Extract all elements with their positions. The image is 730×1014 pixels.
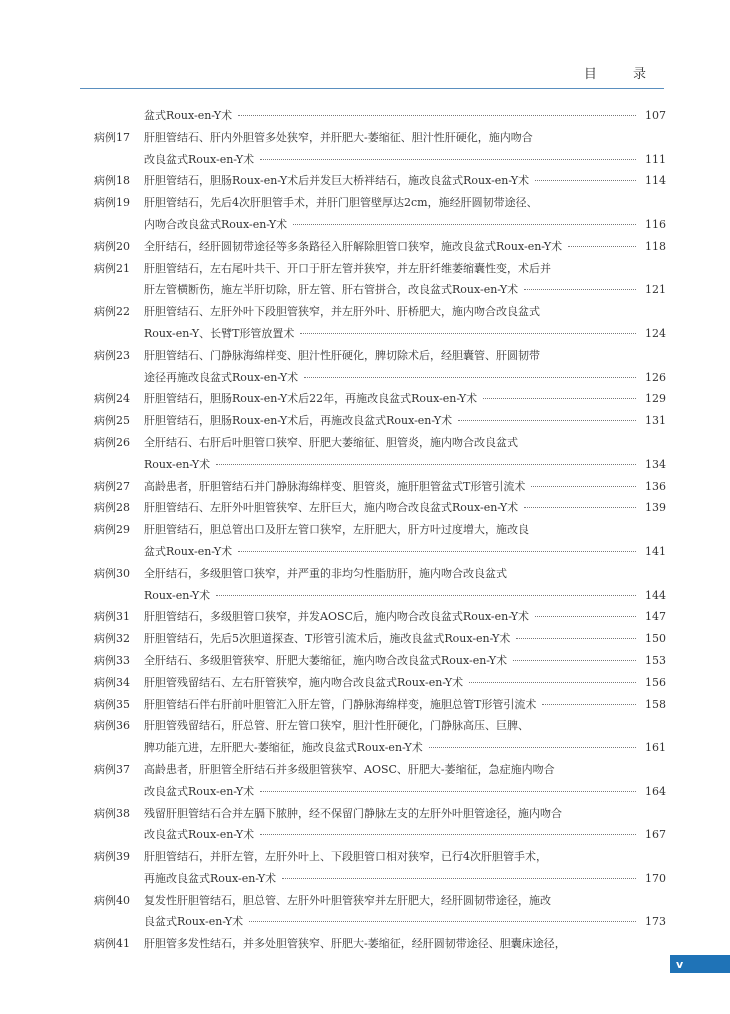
entry-title: 改良盆式Roux-en-Y术 xyxy=(144,784,255,798)
entry-title: 肝胆管结石，胆肠Roux-en-Y术后，再施改良盆式Roux-en-Y术 xyxy=(144,414,453,428)
entry-body xyxy=(144,715,666,759)
entry-body xyxy=(144,127,666,171)
entry-body xyxy=(144,650,666,672)
entry-line xyxy=(144,781,666,803)
page-number: 147 xyxy=(645,610,666,624)
case-number: 病例33 xyxy=(94,653,130,667)
page-number: 107 xyxy=(645,109,666,122)
toc-entry[interactable] xyxy=(94,345,666,389)
entry-body xyxy=(144,170,666,192)
case-number: 病例41 xyxy=(94,937,130,951)
entry-line xyxy=(144,628,666,650)
dot-leader xyxy=(524,289,636,290)
entry-title: 肝胆管结石、门静脉海绵样变、胆汁性肝硬化，脾切除术后，经胆囊管、肝圆韧带 xyxy=(144,348,540,362)
case-number xyxy=(94,105,144,127)
entry-line xyxy=(144,933,666,955)
entry-line xyxy=(144,672,666,694)
entry-line xyxy=(144,323,666,345)
entry-body xyxy=(144,694,666,716)
entry-title: 全肝结石、右肝后叶胆管口狭窄、肝肥大萎缩征、胆管炎，施内吻合改良盆式 xyxy=(144,435,518,449)
case-number: 病例22 xyxy=(94,305,130,319)
entry-title: 再施改良盆式Roux-en-Y术 xyxy=(144,871,277,885)
entry-body xyxy=(144,432,666,476)
entry-body xyxy=(144,890,666,934)
entry-title: 盆式Roux-en-Y术 xyxy=(144,544,233,558)
toc-entry[interactable] xyxy=(94,105,666,127)
toc-entry[interactable] xyxy=(94,301,666,345)
entry-line xyxy=(144,824,666,846)
entry-title: 肝胆管残留结石、左右肝管狭窄，施内吻合改良盆式Roux-en-Y术 xyxy=(144,675,464,689)
case-number: 病例38 xyxy=(94,806,130,820)
page-number: 170 xyxy=(645,871,666,885)
dot-leader xyxy=(293,224,636,225)
case-number: 病例31 xyxy=(94,610,130,624)
entry-line xyxy=(144,585,666,607)
dot-leader xyxy=(568,246,636,247)
entry-line xyxy=(144,868,666,890)
dot-leader xyxy=(249,921,636,922)
entry-body xyxy=(144,258,666,302)
page-number: 114 xyxy=(645,174,666,188)
table-of-contents xyxy=(94,105,666,955)
toc-entry[interactable] xyxy=(94,650,666,672)
entry-body xyxy=(144,497,666,519)
entry-title: 盆式Roux-en-Y术 xyxy=(144,109,233,122)
dot-leader xyxy=(260,834,636,835)
dot-leader xyxy=(516,638,636,639)
entry-body xyxy=(144,846,666,890)
entry-line xyxy=(144,803,666,825)
entry-line xyxy=(144,388,666,410)
entry-title: 肝胆管结石、左肝外叶下段胆管狭窄，并左肝外叶、肝桥肥大，施内吻合改良盆式 xyxy=(144,305,540,319)
case-number: 病例24 xyxy=(94,392,130,406)
case-number: 病例36 xyxy=(94,719,130,733)
dot-leader xyxy=(216,595,636,596)
entry-line xyxy=(144,192,666,214)
entry-line xyxy=(144,759,666,781)
entry-line xyxy=(144,563,666,585)
entry-title: 改良盆式Roux-en-Y术 xyxy=(144,152,255,166)
entry-title: 肝胆管结石，先后5次胆道探查、T形管引流术后，施改良盆式Roux-en-Y术 xyxy=(144,632,511,646)
entry-title: 内吻合改良盆式Roux-en-Y术 xyxy=(144,217,288,231)
entry-title: 全肝结石、多级胆管狭窄、肝肥大萎缩征，施内吻合改良盆式Roux-en-Y术 xyxy=(144,653,508,667)
toc-entry[interactable] xyxy=(94,519,666,563)
entry-title: Roux-en-Y术 xyxy=(144,457,211,471)
entry-title: 高龄患者，肝胆管全肝结石并多级胆管狭窄、AOSC、肝肥大-萎缩征，急症施内吻合 xyxy=(144,762,555,776)
entry-line xyxy=(144,497,666,519)
entry-body xyxy=(144,105,666,127)
toc-entry[interactable] xyxy=(94,715,666,759)
toc-entry[interactable] xyxy=(94,410,666,432)
entry-title: 高龄患者，肝胆管结石并门静脉海绵样变、胆管炎，施肝胆管盆式T形管引流术 xyxy=(144,479,526,493)
toc-entry[interactable] xyxy=(94,258,666,302)
case-number: 病例34 xyxy=(94,675,130,689)
entry-body xyxy=(144,410,666,432)
page-number: 124 xyxy=(645,326,666,340)
dot-leader xyxy=(429,747,636,748)
toc-entry[interactable] xyxy=(94,628,666,650)
toc-entry[interactable] xyxy=(94,170,666,192)
page-number: 126 xyxy=(645,370,666,384)
entry-line xyxy=(144,694,666,716)
dot-leader xyxy=(531,486,636,487)
entry-body xyxy=(144,192,666,236)
entry-title: 全肝结石，多级胆管口狭窄，并严重的非均匀性脂肪肝，施内吻合改良盆式 xyxy=(144,566,507,580)
entry-title: 肝左管横断伤，施左半肝切除，肝左管、肝右管拼合，改良盆式Roux-en-Y术 xyxy=(144,283,519,297)
entry-body xyxy=(144,759,666,803)
case-number: 病例37 xyxy=(94,762,130,776)
toc-entry[interactable] xyxy=(94,497,666,519)
dot-leader xyxy=(300,333,636,334)
entry-body xyxy=(144,388,666,410)
toc-entry[interactable] xyxy=(94,388,666,410)
case-number: 病例30 xyxy=(94,566,130,580)
case-number: 病例40 xyxy=(94,893,130,907)
entry-line xyxy=(144,476,666,498)
toc-entry[interactable] xyxy=(94,127,666,171)
entry-line xyxy=(144,650,666,672)
dot-leader xyxy=(483,398,636,399)
case-number: 病例27 xyxy=(94,479,130,493)
entry-title: 全肝结石，经肝圆韧带途径等多条路径入肝解除胆管口狭窄，施改良盆式Roux-en-Y术 xyxy=(144,239,563,253)
case-number: 病例29 xyxy=(94,523,130,537)
dot-leader xyxy=(535,180,636,181)
toc-entry[interactable] xyxy=(94,933,666,955)
page-number: 139 xyxy=(645,501,666,515)
entry-line xyxy=(144,105,666,127)
page-number: 129 xyxy=(645,392,666,406)
entry-body xyxy=(144,519,666,563)
case-number: 病例32 xyxy=(94,632,130,646)
toc-entry[interactable] xyxy=(94,694,666,716)
case-number: 病例25 xyxy=(94,414,130,428)
case-number: 病例28 xyxy=(94,501,130,515)
entry-body xyxy=(144,628,666,650)
entry-line xyxy=(144,737,666,759)
entry-body xyxy=(144,672,666,694)
entry-title: 途径再施改良盆式Roux-en-Y术 xyxy=(144,370,299,384)
toc-entry[interactable] xyxy=(94,672,666,694)
entry-title: Roux-en-Y术 xyxy=(144,588,211,602)
entry-title: 肝胆管结石伴右肝前叶胆管汇入肝左管，门静脉海绵样变，施胆总管T形管引流术 xyxy=(144,697,537,711)
page-number: 121 xyxy=(645,283,666,297)
entry-title: 肝胆管结石，胆肠Roux-en-Y术后并发巨大桥袢结石，施改良盆式Roux-en-Y术 xyxy=(144,174,530,188)
page-number: v xyxy=(676,957,684,971)
entry-title: 肝胆管多发性结石，并多处胆管狭窄、肝肥大-萎缩征，经肝圆韧带途径、胆囊床途径， xyxy=(144,937,566,951)
entry-title: 复发性肝胆管结石，胆总管、左肝外叶胆管狭窄并左肝肥大，经肝圆韧带途径，施改 xyxy=(144,893,551,907)
page-number: 158 xyxy=(645,697,666,711)
case-number: 病例23 xyxy=(94,348,130,362)
page-number: 173 xyxy=(645,915,666,929)
page-number: 111 xyxy=(645,152,666,166)
entry-body xyxy=(144,301,666,345)
dot-leader xyxy=(216,464,636,465)
page-title: 目 录 xyxy=(583,67,662,82)
case-number: 病例18 xyxy=(94,174,130,188)
case-number: 病例20 xyxy=(94,239,130,253)
toc-entry[interactable] xyxy=(94,192,666,236)
entry-body xyxy=(144,345,666,389)
dot-leader xyxy=(542,704,636,705)
entry-line xyxy=(144,345,666,367)
case-number: 病例39 xyxy=(94,850,130,864)
header-divider xyxy=(80,88,664,89)
page-number: 131 xyxy=(645,414,666,428)
dot-leader xyxy=(513,660,636,661)
page-number: 141 xyxy=(645,544,666,558)
dot-leader xyxy=(524,507,636,508)
page-number: 144 xyxy=(645,588,666,602)
toc-entry[interactable] xyxy=(94,236,666,258)
entry-line xyxy=(144,236,666,258)
entry-title: 肝胆管结石，胆总管出口及肝左管口狭窄，左肝肥大，肝方叶过度增大，施改良 xyxy=(144,523,529,537)
entry-body xyxy=(144,563,666,607)
entry-line xyxy=(144,258,666,280)
entry-line xyxy=(144,454,666,476)
entry-line xyxy=(144,715,666,737)
toc-entry[interactable] xyxy=(94,476,666,498)
toc-entry[interactable] xyxy=(94,606,666,628)
entry-line xyxy=(144,410,666,432)
toc-entry[interactable] xyxy=(94,803,666,847)
page-number: 153 xyxy=(645,653,666,667)
entry-line xyxy=(144,279,666,301)
entry-title: 良盆式Roux-en-Y术 xyxy=(144,915,244,929)
dot-leader xyxy=(458,420,636,421)
toc-entry[interactable] xyxy=(94,846,666,890)
page-number: 134 xyxy=(645,457,666,471)
entry-title: 脾功能亢进，左肝肥大-萎缩征，施改良盆式Roux-en-Y术 xyxy=(144,741,423,755)
entry-line xyxy=(144,606,666,628)
entry-line xyxy=(144,301,666,323)
dot-leader xyxy=(282,878,636,879)
entry-body xyxy=(144,606,666,628)
case-number: 病例17 xyxy=(94,130,130,144)
case-number: 病例21 xyxy=(94,261,130,275)
entry-body xyxy=(144,236,666,258)
page-number: 118 xyxy=(645,239,666,253)
entry-line xyxy=(144,149,666,171)
entry-title: 肝胆管结石、左肝外叶胆管狭窄、左肝巨大，施内吻合改良盆式Roux-en-Y术 xyxy=(144,501,519,515)
dot-leader xyxy=(535,616,636,617)
page-number-badge xyxy=(670,955,730,973)
entry-title: 肝胆管结石，先后4次肝胆管手术，并肝门胆管壁厚达2cm，施经肝圆韧带途径、 xyxy=(144,196,538,210)
toc-entry[interactable] xyxy=(94,890,666,934)
entry-line xyxy=(144,846,666,868)
case-number: 病例35 xyxy=(94,697,130,711)
page-number: 136 xyxy=(645,479,666,493)
dot-leader xyxy=(304,377,636,378)
entry-line xyxy=(144,541,666,563)
dot-leader xyxy=(238,115,636,116)
entry-title: 肝胆管结石、肝内外胆管多处狭窄，并肝肥大-萎缩征、胆汁性肝硬化，施内吻合 xyxy=(144,130,533,144)
page-number: 161 xyxy=(645,741,666,755)
entry-line xyxy=(144,890,666,912)
entry-title: 肝胆管残留结石，肝总管、肝左管口狭窄，胆汁性肝硬化，门静脉高压、巨脾、 xyxy=(144,719,529,733)
entry-line xyxy=(144,214,666,236)
entry-title: 肝胆管结石，胆肠Roux-en-Y术后22年，再施改良盆式Roux-en-Y术 xyxy=(144,392,478,406)
entry-title: Roux-en-Y、长臂T形管放置术 xyxy=(144,326,295,340)
entry-body xyxy=(144,803,666,847)
entry-body xyxy=(144,476,666,498)
entry-title: 肝胆管结石，并肝左管，左肝外叶上、下段胆管口相对狭窄，已行4次肝胆管手术， xyxy=(144,850,547,864)
entry-title: 改良盆式Roux-en-Y术 xyxy=(144,828,255,842)
toc-entry[interactable] xyxy=(94,759,666,803)
entry-line xyxy=(144,519,666,541)
page-number: 167 xyxy=(645,828,666,842)
entry-body xyxy=(144,933,666,955)
toc-entry[interactable] xyxy=(94,563,666,607)
entry-line xyxy=(144,432,666,454)
dot-leader xyxy=(238,551,636,552)
entry-line xyxy=(144,127,666,149)
page-number: 150 xyxy=(645,632,666,646)
entry-line xyxy=(144,367,666,389)
page-number: 164 xyxy=(645,784,666,798)
case-number: 病例26 xyxy=(94,435,130,449)
toc-entry[interactable] xyxy=(94,432,666,476)
entry-title: 残留肝胆管结石合并左膈下脓肿，经不保留门静脉左支的左肝外叶胆管途径，施内吻合 xyxy=(144,806,562,820)
entry-title: 肝胆管结石，多级胆管口狭窄，并发AOSC后，施内吻合改良盆式Roux-en-Y术 xyxy=(144,610,529,624)
dot-leader xyxy=(469,682,636,683)
dot-leader xyxy=(260,159,636,160)
entry-line xyxy=(144,911,666,933)
entry-line xyxy=(144,170,666,192)
entry-title: 肝胆管结石，左右尾叶共干、开口于肝左管并狭窄，并左肝纤维萎缩囊性变，术后并 xyxy=(144,261,551,275)
dot-leader xyxy=(260,791,636,792)
page-number: 156 xyxy=(645,675,666,689)
page-number: 116 xyxy=(645,217,666,231)
case-number: 病例19 xyxy=(94,196,130,210)
